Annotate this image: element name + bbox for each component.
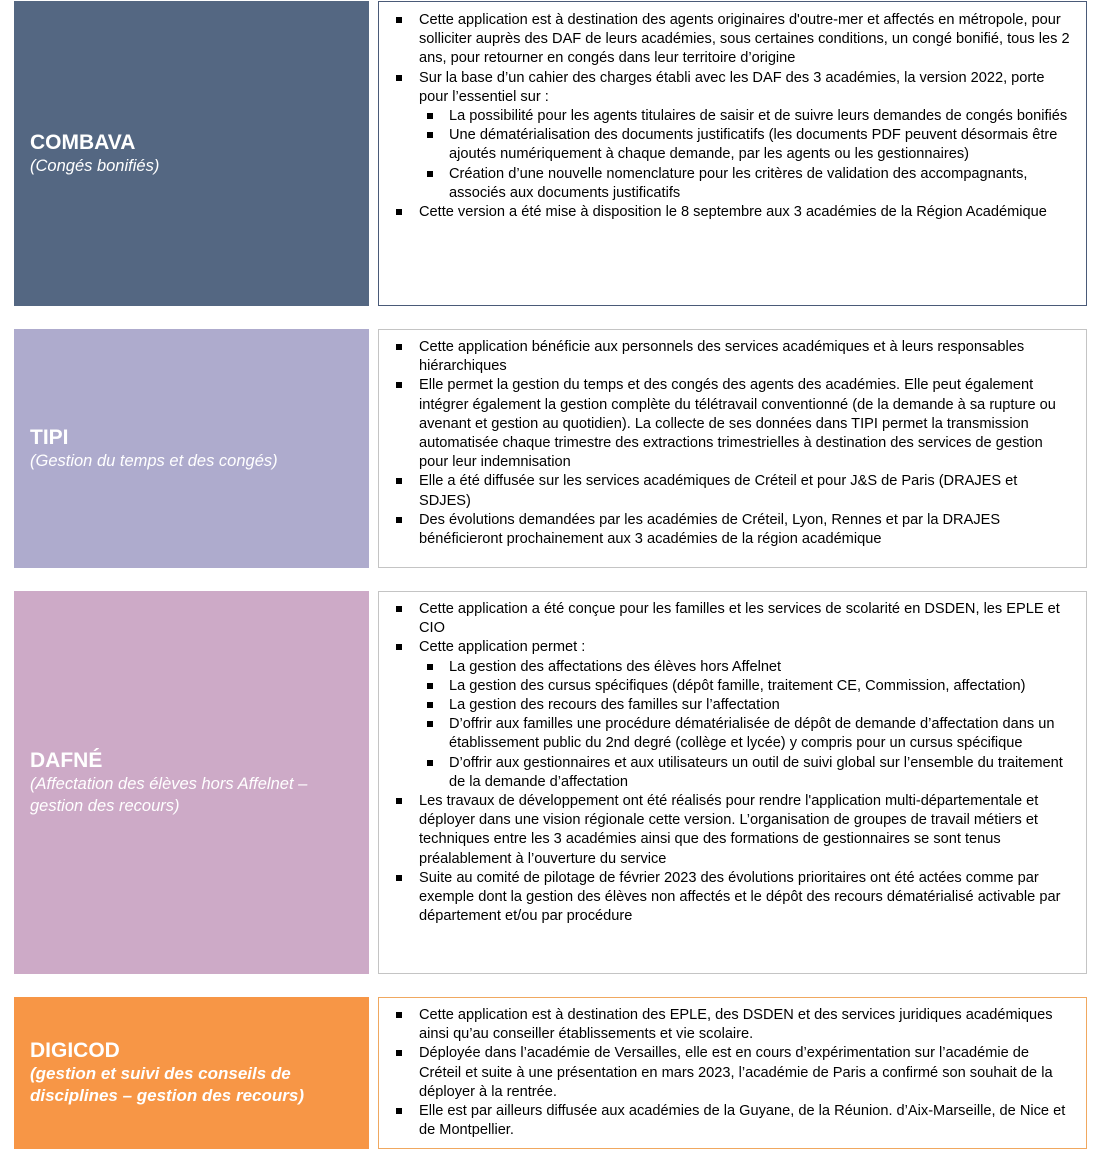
sub-bullet-item: Une dématérialisation des documents justificatifs (les documents PDF peuvent désormais être ajoutés numériquement à chaque demande, par les agents ou les gestionnaires) (419, 126, 1072, 164)
bullet-item (379, 69, 1072, 203)
digicod-title-group (30, 1039, 359, 1107)
combava-app-subtitle: (Congés bonifiés) (30, 156, 160, 175)
bullet-item (379, 203, 1072, 222)
combava-app-name: COMBAVA (30, 130, 136, 154)
bullet-item (379, 338, 1072, 376)
sub-bullet-item: D’offrir aux gestionnaires et aux utilisateurs un outil de suivi global sur l’ensemble du traitement de la demande d’affectation (419, 754, 1072, 792)
sub-bullet-item: D’offrir aux familles une procédure dématérialisée de dépôt de demande d’affectation dans un établissement public du 2nd degré (collège et lycée) y compris pour un cursus spécifique (419, 715, 1072, 753)
bullet-item (379, 472, 1072, 510)
tipi-bullet-list (379, 338, 1072, 549)
bullet-text: Les travaux de développement ont été réalisés pour rendre l'application multi-départementale et déployer dans une vision régionale cette version. L’organisation de groupes de travail métiers et techniques entre les 3 académies ainsi que des formations de gestionnaires se sont tenus préalablement à l’ouverture du service (419, 793, 1039, 867)
sub-bullet-list (419, 107, 1072, 203)
bullet-item (379, 376, 1072, 472)
bullet-item (379, 11, 1072, 69)
sub-bullet-item: Création d’une nouvelle nomenclature pour les critères de validation des accompagnants, associés aux documents justificatifs (419, 165, 1072, 203)
combava-label-block (14, 1, 369, 306)
bullet-text: Des évolutions demandées par les académies de Créteil, Lyon, Rennes et par la DRAJES bénéficieront prochainement aux 3 académies de la région académique (419, 511, 1001, 548)
bullet-text: Cette application est à destination des EPLE, des DSDEN et des services juridiques académiques ainsi qu’au conseiller établissements et vie scolaire. (419, 1007, 1053, 1043)
bullet-text: Cette application a été conçue pour les familles et les services de scolarité en DSDEN, les EPLE et CIO (419, 601, 1060, 637)
tipi-app-subtitle: (Gestion du temps et des congés) (30, 451, 278, 470)
bullet-text: Déployée dans l’académie de Versailles, elle est en cours d’expérimentation sur l’académie de Créteil et suite à une présentation en mars 2023, l’académie de Paris a confirmé son souhait de la déployer à la rentrée. (419, 1045, 1053, 1100)
combava-bullet-list (379, 11, 1072, 222)
bullet-text: Cette version a été mise à disposition le 8 septembre aux 3 académies de la Région Académique (419, 204, 1047, 221)
digicod-app-name: DIGICOD (30, 1039, 120, 1062)
bullet-item (379, 1102, 1072, 1140)
bullet-item (379, 600, 1072, 638)
bullet-text: Cette application est à destination des agents originaires d'outre-mer et affectés en métropole, pour solliciter auprès des DAF de leurs académies, sous certaines conditions, un congé bonifié, tous les 2 ans, pour retourner en congés dans leur territoire d’origine (419, 12, 1070, 67)
bullet-text: Elle permet la gestion du temps et des congés des agents des académies. Elle peut également intégrer également la gestion complète du télétravail conventionné (de la demande à sa rupture ou avenant et gestion au quotidien). La collecte de ses données dans TIPI permet la transmission automatisée chaque trimestre des extractions trimestrielles à destination des services de gestion pour leur indemnisation (419, 377, 1056, 471)
sub-bullet-item: La gestion des affectations des élèves hors Affelnet (419, 658, 1072, 677)
bullet-text: Suite au comité de pilotage de février 2023 des évolutions prioritaires ont été actées comme par exemple dont la gestion des élèves non affectés et le dépôt des recours dématérialisé activable par département et/ou par procédure (419, 869, 1061, 925)
tipi-title-group (30, 426, 359, 472)
dafne-label-block (14, 591, 369, 974)
sub-bullet-item: La gestion des recours des familles sur l’affectation (419, 696, 1072, 715)
tipi-label-block (14, 329, 369, 568)
sub-bullet-item: La gestion des cursus spécifiques (dépôt famille, traitement CE, Commission, affectation) (419, 677, 1072, 696)
digicod-bullet-list (379, 1006, 1072, 1140)
bullet-item (379, 638, 1072, 792)
bullet-item (379, 1006, 1072, 1044)
bullet-item (379, 869, 1072, 927)
sub-bullet-list (419, 658, 1072, 792)
tipi-description-panel (378, 329, 1087, 568)
dafne-description-panel (378, 591, 1087, 974)
bullet-text: Cette application permet : (419, 639, 586, 656)
dafne-app-subtitle: (Affectation des élèves hors Affelnet – gestion des recours) (30, 774, 308, 815)
digicod-app-subtitle: (gestion et suivi des conseils de disciplines – gestion des recours) (30, 1064, 304, 1105)
combava-title-group (30, 131, 359, 177)
digicod-label-block (14, 997, 369, 1149)
dafne-title-group (30, 749, 359, 817)
digicod-description-panel (378, 997, 1087, 1149)
bullet-item (379, 792, 1072, 869)
combava-description-panel (378, 1, 1087, 306)
dafne-app-name: DAFNÉ (30, 748, 103, 772)
bullet-text: Cette application bénéficie aux personnels des services académiques et à leurs responsables hiérarchiques (419, 339, 1025, 375)
bullet-item (379, 1044, 1072, 1102)
bullet-text: Elle a été diffusée sur les services académiques de Créteil et pour J&S de Paris (DRAJES et SDJES) (419, 473, 1018, 509)
bullet-item (379, 511, 1072, 549)
sub-bullet-item: La possibilité pour les agents titulaires de saisir et de suivre leurs demandes de congés bonifiés (419, 107, 1072, 126)
tipi-app-name: TIPI (30, 425, 69, 449)
dafne-bullet-list (379, 600, 1072, 926)
bullet-text: Elle est par ailleurs diffusée aux académies de la Guyane, de la Réunion. d’Aix-Marseille, de Nice et de Montpellier. (419, 1103, 1066, 1139)
bullet-text: Sur la base d’un cahier des charges établi avec les DAF des 3 académies, la version 2022, porte pour l’essentiel sur : (419, 69, 1045, 105)
